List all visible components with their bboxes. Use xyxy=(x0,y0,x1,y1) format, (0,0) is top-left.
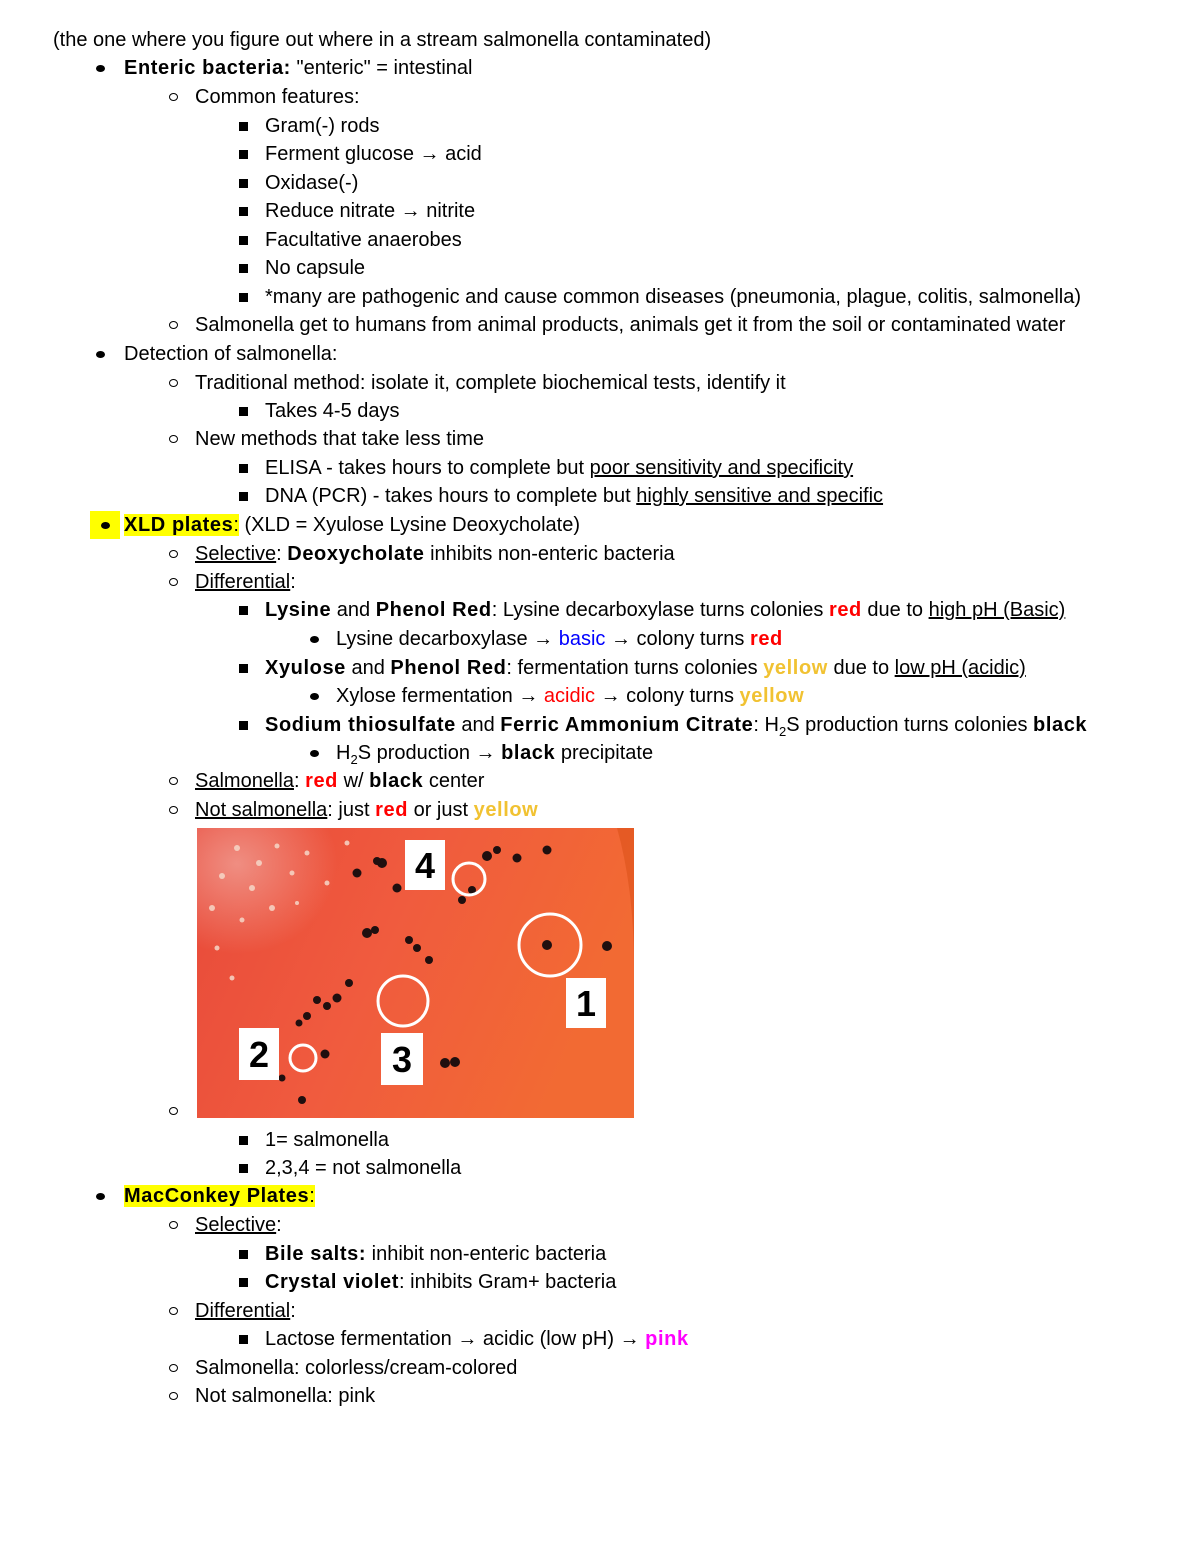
bullet-filled xyxy=(304,625,324,653)
photo-key-1: 1= salmonella xyxy=(265,1126,389,1154)
bullet-square xyxy=(233,1154,253,1182)
label-3: 3 xyxy=(391,1039,413,1080)
bullet-filled xyxy=(90,340,110,368)
label-2: 2 xyxy=(248,1034,270,1075)
bullet-hollow xyxy=(163,83,183,111)
bullet-square xyxy=(233,711,253,739)
xld-heading: XLD plates: (XLD = Xyulose Lysine Deoxycholate) xyxy=(124,511,580,539)
bullet-hollow xyxy=(163,568,183,596)
feature-item: Reduce nitrate → nitrite xyxy=(265,197,475,225)
xylose-sub-item: Xylose fermentation → acidic → colony turns yellow xyxy=(336,682,804,710)
lysine-sub-item: Lysine decarboxylase → basic → colony turns red xyxy=(336,625,783,653)
macconkey-heading: MacConkey Plates: xyxy=(124,1182,315,1210)
enteric-heading xyxy=(124,54,472,82)
traditional-time: Takes 4-5 days xyxy=(265,397,400,425)
bullet-hollow xyxy=(163,1297,183,1325)
macconkey-salmonella: Salmonella: colorless/cream-colored xyxy=(195,1354,517,1382)
intro-note: (the one where you figure out where in a stream salmonella contaminated) xyxy=(53,29,712,51)
feature-item: Oxidase(-) xyxy=(265,169,358,197)
enteric-definition: "enteric" = intestinal xyxy=(290,57,473,79)
bullet-filled xyxy=(90,54,110,82)
label-4: 4 xyxy=(414,845,436,886)
feature-item: Ferment glucose → acid xyxy=(265,140,482,168)
not-salmonella-appearance: Not salmonella: just red or just yellow xyxy=(195,796,538,824)
bullet-hollow xyxy=(163,540,183,568)
macconkey-selective: Selective: xyxy=(195,1211,282,1239)
detection-heading: Detection of salmonella: xyxy=(124,340,337,368)
bullet-hollow xyxy=(163,1097,183,1125)
bullet-square xyxy=(233,1268,253,1296)
macconkey-differential: Differential: xyxy=(195,1297,296,1325)
photo-key-2: 2,3,4 = not salmonella xyxy=(265,1154,461,1182)
pcr-item: DNA (PCR) - takes hours to complete but highly sensitive and specific xyxy=(265,482,883,510)
bullet-square xyxy=(233,1240,253,1268)
bullet-square xyxy=(233,654,253,682)
bullet-square xyxy=(233,1325,253,1353)
bullet-square xyxy=(233,596,253,624)
bullet-hollow xyxy=(163,311,183,339)
bullet-square xyxy=(233,397,253,425)
macconkey-not-salmonella: Not salmonella: pink xyxy=(195,1382,375,1410)
traditional-method: Traditional method: isolate it, complete biochemical tests, identify it xyxy=(195,369,786,397)
bullet-square xyxy=(233,482,253,510)
feature-item: *many are pathogenic and cause common diseases (pneumonia, plague, colitis, salmonella) xyxy=(265,283,1081,311)
bullet-square xyxy=(233,112,253,140)
macconkey-title: MacConkey Plates xyxy=(124,1185,310,1207)
xylose-item: Xyulose and Phenol Red: fermentation turns colonies yellow due to low pH (acidic) xyxy=(265,654,1026,682)
bullet-square xyxy=(233,140,253,168)
bullet-filled xyxy=(90,1182,110,1210)
xld-differential: Differential: xyxy=(195,568,296,596)
bullet-filled xyxy=(304,682,324,710)
elisa-item: ELISA - takes hours to complete but poor sensitivity and specificity xyxy=(265,454,853,482)
transmission-note: Salmonella get to humans from animal products, animals get it from the soil or contaminated water xyxy=(195,311,1065,339)
pale-colony-streak xyxy=(197,828,397,1008)
bullet-filled xyxy=(90,511,120,539)
lactose-item: Lactose fermentation → acidic (low pH) → pink xyxy=(265,1325,689,1353)
bullet-hollow xyxy=(163,369,183,397)
bullet-square xyxy=(233,454,253,482)
crystal-violet-item: Crystal violet: inhibits Gram+ bacteria xyxy=(265,1268,616,1296)
common-features-label: Common features: xyxy=(195,83,360,111)
feature-item: Gram(-) rods xyxy=(265,112,379,140)
bullet-square xyxy=(233,226,253,254)
sulfur-item: Sodium thiosulfate and Ferric Ammonium Citrate: $H_2S$ production turns colonies black xyxy=(265,711,1087,739)
feature-item: Facultative anaerobes xyxy=(265,226,462,254)
bullet-square xyxy=(233,254,253,282)
label-1: 1 xyxy=(575,983,597,1024)
xld-title: XLD plates xyxy=(124,514,234,536)
bullet-square xyxy=(233,283,253,311)
bullet-hollow xyxy=(163,1354,183,1382)
new-methods: New methods that take less time xyxy=(195,425,484,453)
xld-selective: Selective: Deoxycholate inhibits non-enteric bacteria xyxy=(195,540,675,568)
bullet-hollow xyxy=(163,1382,183,1410)
lysine-item: Lysine and Phenol Red: Lysine decarboxylase turns colonies red due to high pH (Basic) xyxy=(265,596,1065,624)
bullet-hollow xyxy=(163,796,183,824)
feature-item: No capsule xyxy=(265,254,365,282)
xld-plate-photo xyxy=(197,828,634,1118)
bullet-square xyxy=(233,1126,253,1154)
enteric-title: Enteric bacteria: xyxy=(124,57,291,79)
bullet-hollow xyxy=(163,767,183,795)
bullet-square xyxy=(233,169,253,197)
bullet-hollow xyxy=(163,425,183,453)
bile-salts-item: Bile salts: inhibit non-enteric bacteria xyxy=(265,1240,606,1268)
bullet-filled xyxy=(304,739,324,767)
bullet-hollow xyxy=(163,1211,183,1239)
salmonella-appearance: Salmonella: red w/ black center xyxy=(195,767,484,795)
sulfur-sub-item: $H_2S$ production → black precipitate xyxy=(336,739,653,767)
bullet-square xyxy=(233,197,253,225)
